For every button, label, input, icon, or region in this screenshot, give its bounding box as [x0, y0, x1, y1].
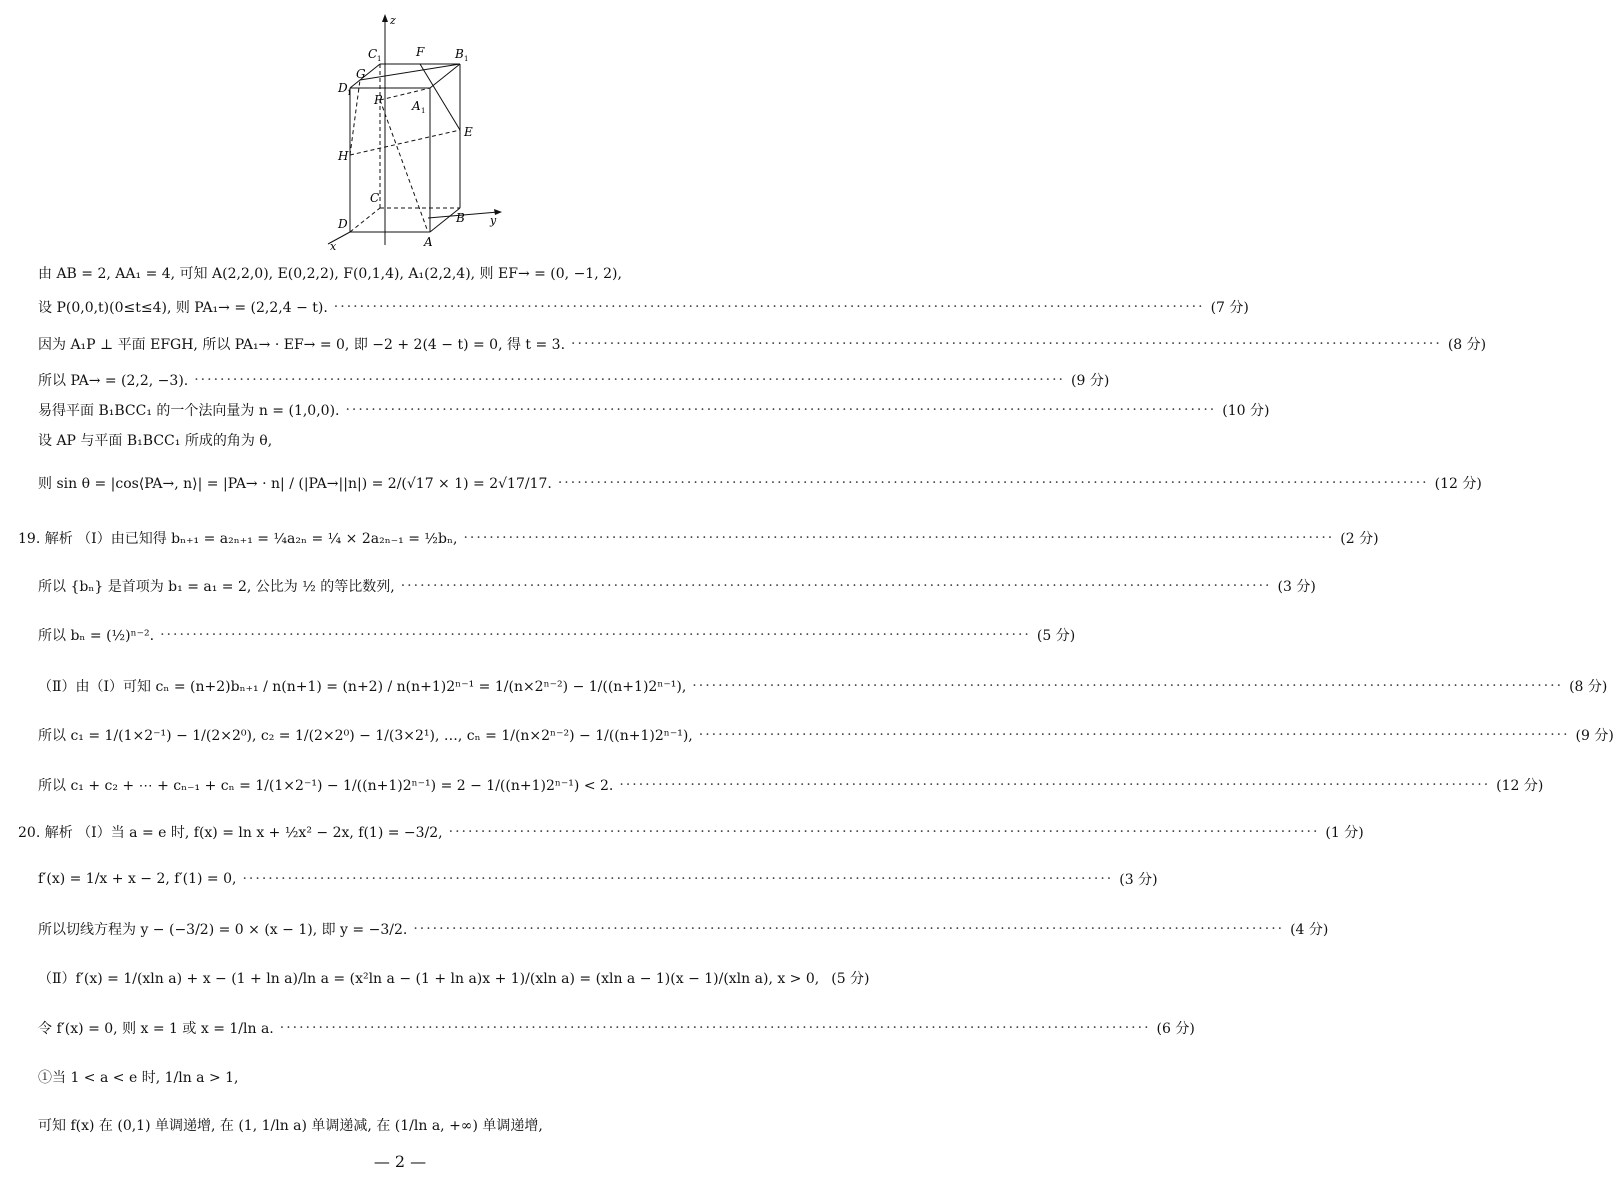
leader-dots [280, 1020, 1151, 1036]
solution-line: 所以 PA→ = (2,2, −3). ····· (9 分) [38, 370, 780, 390]
svg-text:1: 1 [421, 107, 426, 115]
fig-label-d1: D [338, 81, 348, 95]
svg-text:1: 1 [464, 55, 469, 63]
solution-line: 设 AP 与平面 B₁BCC₁ 所成的角为 θ, [38, 433, 273, 449]
leader-dots [242, 871, 1113, 887]
score-points: (10 分) [1222, 403, 1270, 419]
fig-label-f: F [416, 45, 425, 59]
fig-label-e: E [464, 125, 473, 139]
score-points: (4 分) [1290, 922, 1329, 938]
fig-label-y: y [490, 214, 497, 227]
solution-line: 20. 解析 （Ⅰ）当 a = e 时, f(x) = ln x + ½x² − 2x, f(1) = −3/2, ····· (1 分) [18, 822, 780, 842]
score-points: (2 分) [1340, 531, 1379, 547]
leader-dots [345, 402, 1216, 418]
solution-line: 19. 解析 （Ⅰ）由已知得 bₙ₊₁ = a₂ₙ₊₁ = ¼a₂ₙ = ¼ × 2a₂ₙ₋₁ = ½bₙ, ····· (2 分) [18, 528, 780, 548]
leader-dots [558, 475, 1429, 491]
score-points: (3 分) [1119, 872, 1158, 888]
solution-line: 由 AB = 2, AA₁ = 4, 可知 A(2,2,0), E(0,2,2), F(0,1,4), A₁(2,2,4), 则 EF→ = (0, −1, 2), [38, 266, 622, 282]
solution-line: 则 sin θ = |cos⟨PA→, n⟩| = |PA→ · n| / (|PA→||n|) = 2/(√17 × 1) = 2√17/17. ····· (12 分) [38, 473, 780, 493]
leader-dots [334, 299, 1205, 315]
solution-line: （Ⅱ）由（Ⅰ）可知 cₙ = (n+2)bₙ₊₁ / n(n+1) = (n+2) / n(n+1)2ⁿ⁻¹ = 1/(n×2ⁿ⁻²) − 1/((n+1)2ⁿ⁻¹), ····· (8 分) [38, 676, 780, 696]
leader-dots [401, 578, 1272, 594]
page-number: — 2 — [373, 1152, 427, 1171]
solution-line: 所以 {bₙ} 是首项为 b₁ = a₁ = 2, 公比为 ½ 的等比数列, ····· (3 分) [38, 576, 780, 596]
leader-dots [692, 678, 1563, 694]
score-points: (5 分) [831, 971, 870, 987]
score-points: (3 分) [1277, 579, 1316, 595]
svg-text:1: 1 [347, 89, 352, 97]
solution-line: 所以 c₁ = 1/(1×2⁻¹) − 1/(2×2⁰), c₂ = 1/(2×2⁰) − 1/(3×2¹), …, cₙ = 1/(n×2ⁿ⁻²) − 1/((n+1)2ⁿ⁻¹), ····· (9 分) [38, 725, 780, 745]
solution-line: （Ⅱ）f′(x) = 1/(xln a) + x − (1 + ln a)/ln a = (x²ln a − (1 + ln a)x + 1)/(xln a) = (xln a − 1)(x − 1)/(xln a), x > 0, (5 分) [38, 968, 780, 988]
solution-line: 所以切线方程为 y − (−3/2) = 0 × (x − 1), 即 y = −3/2. ····· (4 分) [38, 919, 780, 939]
solution-line: 所以 c₁ + c₂ + ⋯ + cₙ₋₁ + cₙ = 1/(1×2⁻¹) − 1/((n+1)2ⁿ⁻¹) = 2 − 1/((n+1)2ⁿ⁻¹) < 2. ····· (12 分) [38, 775, 780, 795]
leader-dots [160, 627, 1031, 643]
score-points: (8 分) [1447, 337, 1487, 353]
fig-label-c: C [370, 191, 380, 205]
score-points: (9 分) [1575, 728, 1614, 744]
leader-dots [699, 727, 1570, 743]
solution-line: f′(x) = 1/x + x − 2, f′(1) = 0, ····· (3 分) [38, 869, 780, 889]
score-points: (7 分) [1210, 300, 1249, 316]
solution-line: 因为 A₁P ⊥ 平面 EFGH, 所以 PA₁→ · EF→ = 0, 即 −2 + 2(4 − t) = 0, 得 t = 3. ····· (8 分) [38, 334, 780, 354]
solution-line: 可知 f(x) 在 (0,1) 单调递增, 在 (1, 1/ln a) 单调递减, 在 (1/ln a, +∞) 单调递增, [38, 1118, 543, 1134]
solution-line: 所以 bₙ = (½)ⁿ⁻². ····· (5 分) [38, 625, 780, 645]
fig-label-a1: A [412, 99, 421, 113]
fig-label-c1: C [368, 47, 378, 61]
prism-figure [320, 10, 510, 253]
leader-dots [463, 530, 1334, 546]
score-points: (12 分) [1434, 476, 1482, 492]
score-points: (8 分) [1569, 679, 1608, 695]
fig-label-z: z [390, 14, 396, 27]
solution-line: ①当 1 < a < e 时, 1/ln a > 1, [38, 1070, 239, 1086]
leader-dots [619, 777, 1490, 793]
solution-line: 易得平面 B₁BCC₁ 的一个法向量为 n = (1,0,0). ····· (10 分) [38, 400, 780, 420]
score-points: (1 分) [1325, 825, 1364, 841]
leader-dots [571, 336, 1442, 352]
leader-dots [194, 372, 1065, 388]
svg-text:1: 1 [377, 55, 382, 63]
fig-label-d: D [338, 217, 348, 231]
fig-label-x: x [330, 240, 337, 253]
solution-line: 令 f′(x) = 0, 则 x = 1 或 x = 1/ln a. ····· (6 分) [38, 1018, 780, 1038]
score-points: (5 分) [1036, 628, 1076, 644]
score-points: (9 分) [1071, 373, 1110, 389]
fig-label-g: G [356, 67, 366, 81]
fig-label-b: B [456, 211, 465, 225]
fig-label-a: A [424, 235, 433, 249]
score-points: (12 分) [1496, 778, 1544, 794]
fig-label-b1: B [455, 47, 464, 61]
leader-dots [413, 921, 1284, 937]
solution-line: 设 P(0,0,t)(0≤t≤4), 则 PA₁→ = (2,2,4 − t). ····· (7 分) [38, 297, 780, 317]
leader-dots [449, 824, 1320, 840]
fig-label-h: H [338, 149, 349, 163]
fig-label-p: P [374, 93, 383, 107]
score-points: (6 分) [1156, 1021, 1195, 1037]
